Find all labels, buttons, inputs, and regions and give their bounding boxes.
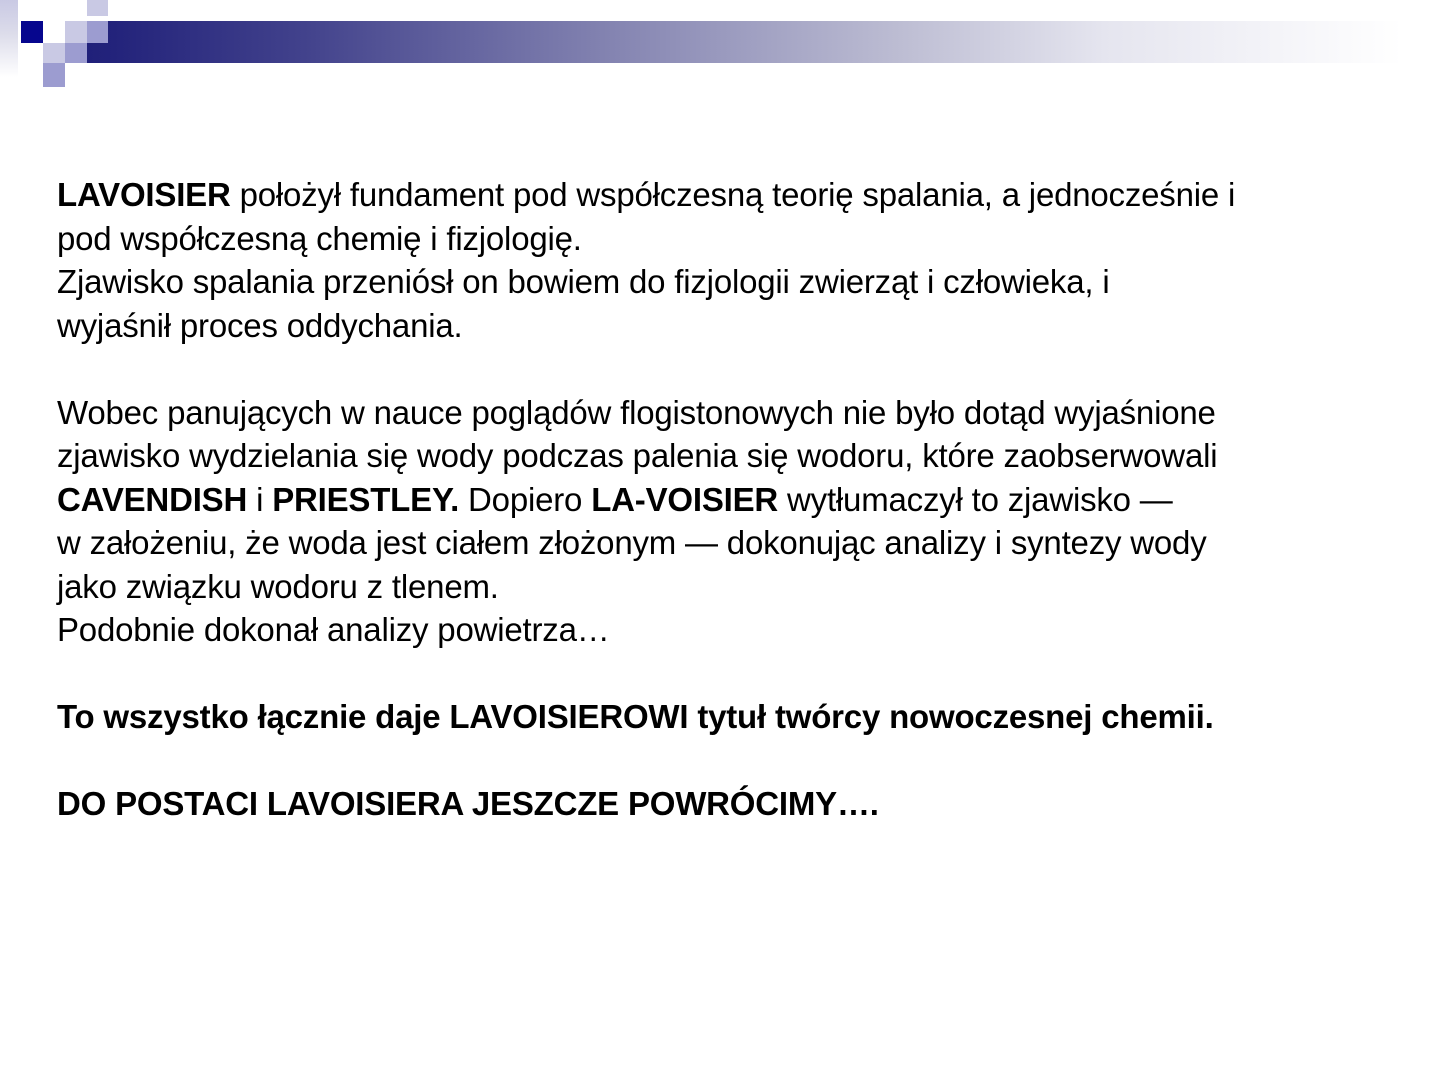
text-line xyxy=(57,478,1417,522)
text-line xyxy=(57,739,1417,783)
text-line xyxy=(57,304,1417,348)
text-line xyxy=(57,565,1417,609)
text-segment: wyjaśnił proces oddychania. xyxy=(57,306,463,344)
text-segment: zjawisko wydzielania się wody podczas palenia się wodoru, które zaobserwowali xyxy=(57,437,1218,474)
text-segment: pod współczesną chemię i fizjologię. xyxy=(57,219,582,257)
text-segment: i xyxy=(247,480,273,518)
left-gradient-strip xyxy=(0,0,18,84)
text-line xyxy=(57,782,1417,826)
decor-square-light-1 xyxy=(65,21,87,43)
text-segment: Podobnie dokonał analizy powietrza… xyxy=(57,611,610,648)
bold-text-segment: LA-VOISIER xyxy=(591,480,779,518)
text-segment: Zjawisko spalania przeniósł on bowiem do fizjologii zwierząt i człowieka, i xyxy=(57,263,1110,300)
bold-text-segment: DO POSTACI LAVOISIERA JESZCZE POWRÓCIMY…. xyxy=(57,785,879,822)
decor-square-navy xyxy=(21,21,43,43)
text-line xyxy=(57,391,1417,435)
text-segment: Wobec panujących w nauce poglądów flogistonowych nie było dotąd wyjaśnione xyxy=(57,393,1216,431)
decor-square-periwinkle-2 xyxy=(65,43,87,63)
text-line xyxy=(57,608,1417,652)
slide-body-text xyxy=(57,173,1417,826)
bold-text-segment: CAVENDISH xyxy=(57,480,248,518)
text-line xyxy=(57,260,1417,304)
text-segment: położył fundament pod współczesną teorię spalania, a jednocześnie i xyxy=(230,176,1236,213)
text-line xyxy=(57,434,1417,478)
text-line xyxy=(57,217,1417,261)
decor-square-light-2 xyxy=(43,43,65,63)
text-line xyxy=(57,347,1417,391)
text-line xyxy=(57,695,1417,739)
text-segment: wytłumaczył to zjawisko — xyxy=(778,480,1173,518)
decor-square-periwinkle-1 xyxy=(87,21,108,43)
text-line xyxy=(57,652,1417,696)
text-segment: jako związku wodoru z tlenem. xyxy=(57,567,499,605)
decor-square-light-top xyxy=(87,0,108,16)
text-line xyxy=(57,173,1417,217)
text-segment: w założeniu, że woda jest ciałem złożonym — dokonując analizy i syntezy wody xyxy=(57,524,1207,561)
text-line xyxy=(57,521,1417,565)
header-gradient-bar xyxy=(87,21,1443,63)
text-segment: Dopiero xyxy=(459,480,592,518)
decor-square-periwinkle-3 xyxy=(43,63,65,87)
bold-text-segment: To wszystko łącznie daje LAVOISIEROWI tytuł twórcy nowoczesnej chemii. xyxy=(57,698,1214,735)
bold-text-segment: LAVOISIER xyxy=(57,176,231,213)
bold-text-segment: PRIESTLEY. xyxy=(272,480,460,518)
